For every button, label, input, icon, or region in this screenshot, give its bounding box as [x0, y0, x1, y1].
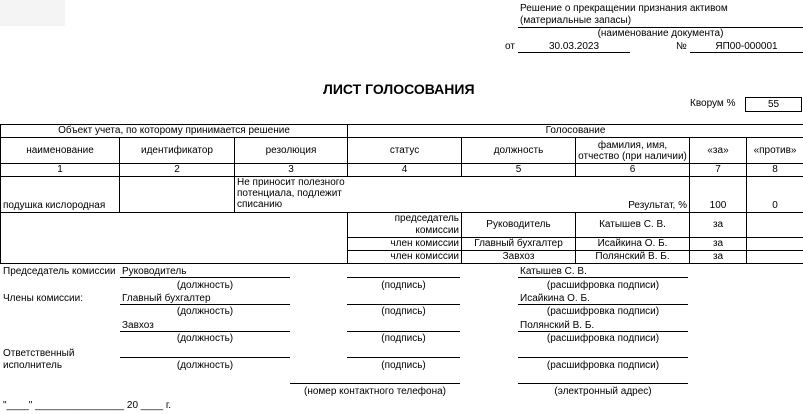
result-against: 0	[747, 177, 803, 213]
member-signature-line	[347, 304, 460, 305]
col-header-name: наименование	[1, 138, 120, 164]
member-signature-line	[347, 331, 460, 332]
chairman-fio: Катышев С. В.	[520, 266, 587, 277]
empty-cell	[348, 177, 462, 213]
executor-fio-line	[518, 357, 688, 358]
voter-position: Руководитель	[462, 213, 576, 238]
result-for: 100	[690, 177, 747, 213]
member-position-line	[120, 331, 290, 332]
executor-label-line1: Ответственный	[3, 348, 75, 359]
voter-status: председатель комиссии	[348, 213, 462, 238]
members-label: Члены комиссии:	[3, 293, 84, 304]
item-resolution: Не приносит полезного потенциала, подлежит списанию	[235, 177, 348, 213]
caption-signature: (подпись)	[381, 280, 426, 291]
page-title: ЛИСТ ГОЛОСОВАНИЯ	[323, 81, 475, 97]
voter-vote: за	[690, 213, 747, 238]
group-voting-header: Голосование	[348, 125, 803, 138]
item-identifier	[120, 177, 235, 213]
caption-phone: (номер контактного телефона)	[303, 386, 446, 397]
phone-line	[290, 383, 460, 384]
item-name: подушка кислородная	[1, 177, 120, 213]
caption-email: (электронный адрес)	[554, 386, 652, 397]
quorum-label: Кворум %	[690, 98, 736, 109]
voter-vote: за	[690, 251, 747, 264]
result-label: Результат, %	[576, 177, 690, 213]
voter-fio: Катышев С. В.	[576, 213, 690, 238]
empty-cell	[747, 213, 803, 238]
table-row	[1, 251, 803, 264]
caption-decoding: (расшифровка подписи)	[546, 360, 660, 371]
caption-signature: (подпись)	[381, 333, 426, 344]
caption-decoding: (расшифровка подписи)	[546, 306, 660, 317]
empty-cell	[1, 213, 348, 238]
caption-decoding: (расшифровка подписи)	[546, 280, 660, 291]
empty-cell	[1, 238, 348, 251]
signature-date-line: "____" ________________ 20 ____ г.	[3, 400, 172, 411]
date-underline	[518, 52, 630, 53]
col-header-resolution: резолюция	[235, 138, 348, 164]
number-underline	[690, 52, 803, 53]
document-name: Решение о прекращении признания активом (материальные запасы)	[520, 3, 728, 26]
caption-signature: (подпись)	[381, 360, 426, 371]
member-fio-line	[518, 304, 688, 305]
caption-position: (должность)	[176, 333, 234, 344]
voter-fio: Полянский В. Б.	[576, 251, 690, 264]
empty-cell	[747, 238, 803, 251]
caption-decoding: (расшифровка подписи)	[546, 333, 660, 344]
voter-status: член комиссии	[348, 238, 462, 251]
chairman-label: Председатель комиссии	[3, 266, 116, 277]
col-number: 2	[120, 164, 235, 177]
voter-fio: Исайкина О. Б.	[576, 238, 690, 251]
chairman-fio-line	[518, 277, 688, 278]
empty-cell	[747, 251, 803, 264]
col-header-for: «за»	[690, 138, 747, 164]
quorum-value: 55	[745, 97, 802, 112]
col-header-identifier: идентификатор	[120, 138, 235, 164]
col-header-against: «против»	[747, 138, 803, 164]
caption-signature: (подпись)	[381, 306, 426, 317]
col-number: 8	[747, 164, 803, 177]
document-number: ЯП00-000001	[715, 41, 778, 52]
chairman-signature-line	[347, 277, 460, 278]
chairman-position: Руководитель	[122, 266, 187, 277]
voter-position: Главный бухгалтер	[462, 238, 576, 251]
executor-label-line2: исполнитель	[3, 360, 63, 371]
member-fio: Исайкина О. Б.	[520, 293, 590, 304]
document-name-caption: (наименование документа)	[597, 28, 724, 39]
col-header-position: должность	[462, 138, 576, 164]
date-prefix: от	[505, 41, 515, 52]
voter-position: Завхоз	[462, 251, 576, 264]
table-column-number-row	[1, 164, 803, 177]
chairman-position-line	[120, 277, 290, 278]
col-number: 7	[690, 164, 747, 177]
voter-vote: за	[690, 238, 747, 251]
empty-cell	[462, 177, 576, 213]
member-position: Главный бухгалтер	[122, 293, 211, 304]
voter-status: член комиссии	[348, 251, 462, 264]
group-object-header: Объект учета, по которому принимается решение	[1, 125, 348, 138]
table-row	[1, 177, 803, 213]
member-fio-line	[518, 331, 688, 332]
executor-signature-line	[347, 357, 460, 358]
table-group-header-row	[1, 125, 803, 138]
caption-position: (должность)	[176, 306, 234, 317]
caption-position: (должность)	[176, 360, 234, 371]
col-number: 3	[235, 164, 348, 177]
member-position: Завхоз	[122, 320, 154, 331]
col-header-fio: фамилия, имя, отчество (при наличии)	[576, 138, 690, 164]
col-header-status: статус	[348, 138, 462, 164]
table-row	[1, 238, 803, 251]
email-line	[518, 383, 688, 384]
document-date: 30.03.2023	[548, 41, 600, 52]
executor-position-line	[120, 357, 290, 358]
col-number: 4	[348, 164, 462, 177]
caption-position: (должность)	[176, 280, 234, 291]
number-prefix: №	[676, 41, 687, 52]
table-row	[1, 213, 803, 238]
toolbar-placeholder	[0, 0, 65, 26]
empty-cell	[1, 251, 348, 264]
member-fio: Полянский В. Б.	[520, 320, 595, 331]
col-number: 1	[1, 164, 120, 177]
col-number: 5	[462, 164, 576, 177]
voting-table	[0, 124, 803, 264]
member-position-line	[120, 304, 290, 305]
table-column-header-row	[1, 138, 803, 164]
col-number: 6	[576, 164, 690, 177]
